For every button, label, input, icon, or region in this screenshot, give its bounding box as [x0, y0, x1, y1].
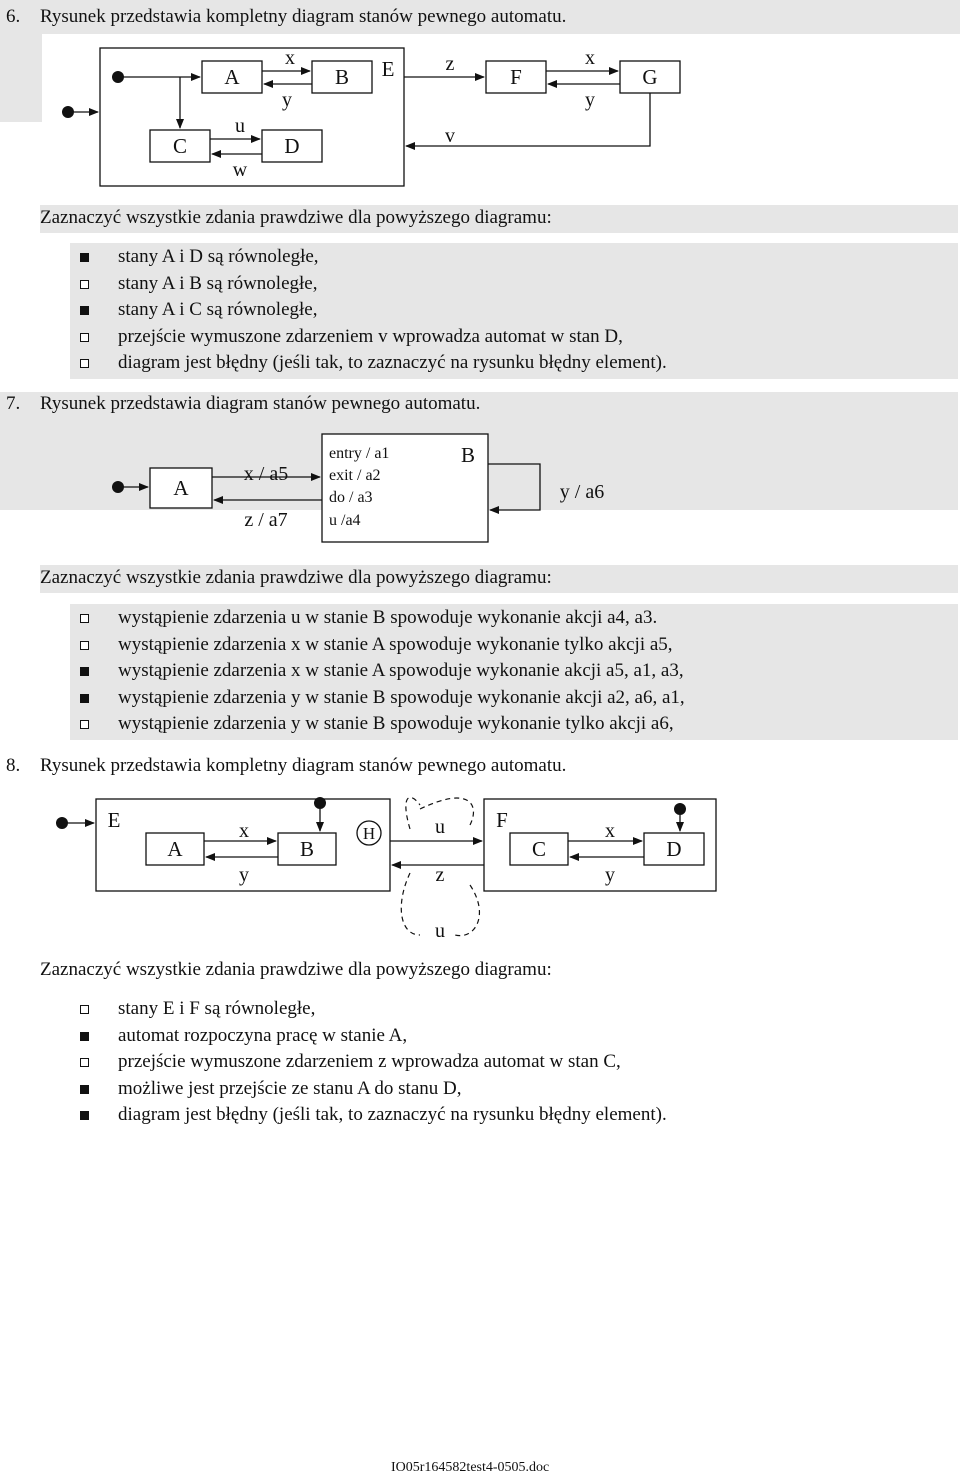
q6-diagram [0, 34, 960, 234]
q8-title-text: Rysunek przedstawia kompletny diagram stanów pewnego automatu. [40, 755, 567, 776]
q8-label-u2: u [435, 920, 445, 942]
q6-state-c-label: C [172, 134, 188, 158]
q7-trans-x-a5: x / a5 [243, 463, 289, 485]
q8-history-h-label: H [362, 824, 376, 843]
q6-state-e-label: E [381, 57, 395, 81]
q7-instruction: Zaznaczyć wszystkie zdania prawdziwe dla powyższego diagramu: [40, 567, 552, 588]
q7-state-b-label: B [460, 443, 476, 467]
q6-option-checkbox[interactable] [80, 359, 89, 368]
q6-label-x2: x [585, 47, 595, 69]
q7-trans-z-a7: z / a7 [244, 509, 288, 531]
q6-label-w: w [232, 159, 248, 181]
q6-state-d-label: D [284, 134, 300, 158]
q6-state-f-label: F [510, 65, 522, 89]
q7-title [6, 393, 480, 415]
q8-option-checkbox[interactable] [80, 1111, 89, 1120]
q6-option-text: przejście wymuszone zdarzeniem v wprowadza automat w stan D, [118, 325, 623, 347]
q6-label-v: v [445, 125, 455, 147]
q7-number: 7. [6, 393, 21, 414]
q8-option-checkbox[interactable] [80, 1005, 89, 1014]
q7-activity-do: do / a3 [329, 489, 373, 506]
q6-option-text: stany A i B są równoległe, [118, 272, 318, 294]
q7-option-text: wystąpienie zdarzenia x w stanie A spowoduje wykonanie tylko akcji a5, [118, 633, 673, 655]
q8-option-checkbox[interactable] [80, 1085, 89, 1094]
q8-option-text: diagram jest błędny (jeśli tak, to zaznaczyć na rysunku błędny element). [118, 1104, 667, 1125]
q6-initial-dot-outer [62, 106, 74, 118]
q8-state-b-label: B [299, 837, 315, 861]
q8-dashed-curve-4 [455, 885, 479, 936]
q6-option-text: stany A i C są równoległe, [118, 299, 318, 320]
q6-state-b-label: B [334, 65, 350, 89]
q8-label-x2: x [605, 820, 615, 842]
q6-option-checkbox[interactable] [80, 333, 89, 342]
q6-instruction: Zaznaczyć wszystkie zdania prawdziwe dla powyższego diagramu: [40, 207, 552, 228]
q8-initial-dot-e [56, 817, 68, 829]
q7-option-checkbox[interactable] [80, 694, 89, 703]
q6-state-g-label: G [642, 65, 658, 89]
footer-filename: IO05r164582test4-0505.doc [391, 1460, 550, 1475]
q8-option-text: przejście wymuszone zdarzeniem z wprowadza automat w stan C, [118, 1051, 621, 1072]
q7-diagram [0, 420, 960, 560]
q7-option-text: wystąpienie zdarzenia y w stanie B spowoduje wykonanie akcji a2, a6, a1, [118, 686, 685, 708]
q6-option-checkbox[interactable] [80, 306, 89, 315]
q6-label-y2: y [585, 89, 595, 111]
q6-label-u: u [235, 115, 245, 137]
q8-state-e-label: E [107, 808, 121, 832]
q8-initial-dot-b [314, 797, 326, 809]
q8-label-y1: y [239, 864, 249, 886]
q8-instruction: Zaznaczyć wszystkie zdania prawdziwe dla powyższego diagramu: [40, 959, 552, 980]
q6-initial-dot-inner [112, 71, 124, 83]
q8-state-f-label: F [496, 808, 508, 832]
q8-dashed-curve-2 [420, 798, 473, 825]
q6-label-y: y [282, 89, 292, 111]
q7-activity-exit: exit / a2 [329, 467, 381, 484]
q8-label-u1: u [435, 816, 445, 838]
q7-option-checkbox[interactable] [80, 667, 89, 676]
q8-state-a-label: A [167, 837, 183, 861]
q7-option-text: wystąpienie zdarzenia x w stanie A spowoduje wykonanie akcji a5, a1, a3, [118, 660, 684, 681]
q8-title [6, 755, 566, 777]
q7-title-text: Rysunek przedstawia diagram stanów pewnego automatu. [40, 393, 481, 414]
q8-option-checkbox[interactable] [80, 1032, 89, 1041]
q8-label-y2: y [605, 864, 615, 886]
q7-option-text: wystąpienie zdarzenia y w stanie B spowoduje wykonanie tylko akcji a6, [118, 713, 674, 734]
q8-state-d-label: D [666, 837, 682, 861]
q7-option-text: wystąpienie zdarzenia u w stanie B spowoduje wykonanie akcji a4, a3. [118, 607, 658, 628]
q7-option-checkbox[interactable] [80, 641, 89, 650]
q7-activity-u: u /a4 [329, 512, 361, 529]
q6-option-checkbox[interactable] [80, 253, 89, 262]
q8-initial-dot-d [674, 803, 686, 815]
q6-title-text: Rysunek przedstawia kompletny diagram stanów pewnego automatu. [40, 6, 567, 27]
q7-state-a-label: A [173, 476, 189, 500]
q7-option-checkbox[interactable] [80, 614, 89, 623]
q6-title [6, 6, 566, 28]
q8-state-c-label: C [531, 837, 547, 861]
q7-initial-dot [112, 481, 124, 493]
q8-option-text: automat rozpoczyna pracę w stanie A, [118, 1024, 408, 1046]
q6-option-checkbox[interactable] [80, 280, 89, 289]
q7-activity-entry: entry / a1 [329, 445, 390, 462]
q6-number: 6. [6, 6, 21, 27]
q6-label-x: x [285, 47, 295, 69]
q6-label-z: z [445, 53, 455, 75]
q8-dashed-curve-3 [401, 873, 420, 935]
q8-dashed-curve-1 [406, 797, 420, 829]
q6-option-text: diagram jest błędny (jeśli tak, to zaznaczyć na rysunku błędny element). [118, 352, 667, 373]
q8-option-text: stany E i F są równoległe, [118, 998, 316, 1019]
q8-label-x1: x [239, 820, 249, 842]
q6-option-text: stany A i D są równoległe, [118, 246, 319, 267]
q8-number: 8. [6, 755, 21, 776]
q8-option-checkbox[interactable] [80, 1058, 89, 1067]
q8-diagram [0, 785, 960, 955]
q8-label-z1: z [435, 864, 445, 886]
q6-state-a-label: A [224, 65, 240, 89]
q7-option-checkbox[interactable] [80, 720, 89, 729]
q7-trans-y-a6: y / a6 [559, 481, 605, 503]
q8-option-text: możliwe jest przejście ze stanu A do stanu D, [118, 1077, 462, 1099]
